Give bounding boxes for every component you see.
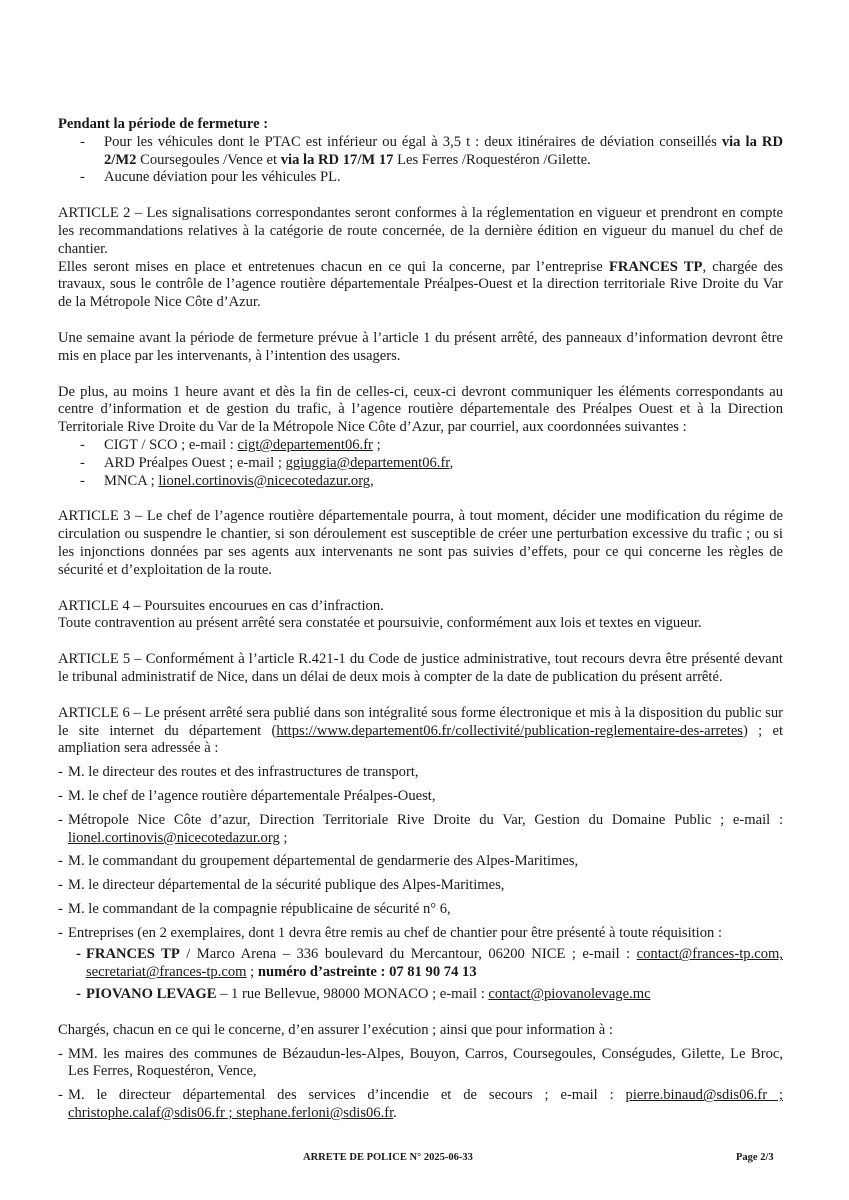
page-number: Page 2/3 xyxy=(736,1152,774,1163)
closure-heading: Pendant la période de fermeture : xyxy=(58,116,269,132)
communication-paragraph: De plus, au moins 1 heure avant et dès la fin de celles-ci, ceux-ci devront communiquer les éléments correspondants au centre d’information et de gestion du trafic, à l’agence routière départementale des Préalpes Ouest et à la Direction Territoriale Rive Droite du Var de la Métropole Nice Côte d’Azur, par courriel, aux coordonnées suivantes : xyxy=(58,383,783,436)
info-panels-paragraph: Une semaine avant la période de fermeture prévue à l’article 1 du présent arrêté, des panneaux d’information devront être mis en place par les intervenants, à l’intention des usagers. xyxy=(58,329,783,364)
article-2-paragraph-1: ARTICLE 2 – Les signalisations correspondantes seront conformes à la réglementation en vigueur et prendront en compte les recommandations relatives à la catégorie de route concernée, de la dernière édition en vigueur du manuel du chef de chantier. xyxy=(58,205,783,257)
recipient-item-metropole: - Métropole Nice Côte d’azur, Direction Territoriale Rive Droite du Var, Gestion du Domaine Public ; e-mail : lionel.cortinovis@nicecotedazur.org ; xyxy=(58,812,783,848)
email-link[interactable]: cigt@departement06.fr xyxy=(237,436,373,453)
execution-item-mayors: - MM. les maires des communes de Bézaudun-les-Alpes, Bouyon, Carros, Coursegoules, Conségudes, Gilette, Le Broc, Les Ferres, Roquestéron, Vence, xyxy=(58,1046,783,1082)
recipient-item: - M. le commandant du groupement départemental de gendarmerie des Alpes-Maritimes, xyxy=(58,853,783,871)
recipient-item: - M. le chef de l’agence routière départementale Préalpes-Ouest, xyxy=(58,788,783,806)
email-link[interactable]: contact@piovanolevage.mc xyxy=(488,986,651,1003)
decree-reference: ARRETE DE POLICE N° 2025-06-33 xyxy=(303,1152,473,1163)
document-body xyxy=(58,116,783,1123)
contact-item-cigt: - CIGT / SCO ; e-mail : cigt@departement06.fr ; xyxy=(80,437,783,455)
article-3-paragraph: ARTICLE 3 – Le chef de l’agence routière départementale pourra, à tout moment, décider une modification du régime de circulation ou suspendre le chantier, si son déroulement est susceptible de créer une perturbation excessive du trafic ; ou si les injonctions données par ses agents aux intervenants ne sont pas suivies d’effets, pour ce qui concerne les règles de sécurité et d’exploitation de la route. xyxy=(58,508,783,578)
contact-item-mnca: - MNCA ; lionel.cortinovis@nicecotedazur.org, xyxy=(80,473,783,491)
execution-intro: Chargés, chacun en ce qui le concerne, d’en assurer l’exécution ; ainsi que pour information à : xyxy=(58,1021,613,1038)
company-item-frances-tp: - FRANCES TP / Marco Arena – 336 boulevard du Mercantour, 06200 NICE ; e-mail : contact@frances-tp.com, secretariat@frances-tp.com ; numéro d’astreinte : 07 81 90 74 13 xyxy=(68,946,783,982)
email-link[interactable]: ggiuggia@departement06.fr xyxy=(285,454,450,471)
article-6-intro: ARTICLE 6 – Le présent arrêté sera publié dans son intégralité sous forme électronique et mis à la disposition du public sur le site internet du département (https://www.departement06.fr/collectivité/publication-reglementaire-des-arretes) ; et ampliation sera adressée à : xyxy=(58,704,783,757)
recipient-item-companies: - Entreprises (en 2 exemplaires, dont 1 devra être remis au chef de chantier pour être présenté à toute réquisition : - FRANCES TP / Marco Arena – 336 boulevard du Mercantour, 06200 NICE ; e-mail : contact@frances-tp.com, secretariat@frances-tp.com ; numéro d’astreinte : 07 81 90 74 13 - PIOVANO LEVAGE – 1 rue Bellevue, 98000 MONACO ; e-mail : contact@piovanolevage.mc xyxy=(58,925,783,1004)
company-item-piovano: - PIOVANO LEVAGE – 1 rue Bellevue, 98000 MONACO ; e-mail : contact@piovanolevage.mc xyxy=(68,986,783,1004)
email-link[interactable]: contact@frances-tp.com, secretariat@frances-tp.com xyxy=(86,946,783,981)
recipient-item: - M. le directeur départemental de la sécurité publique des Alpes-Maritimes, xyxy=(58,877,783,895)
execution-item-sdis: - M. le directeur départemental des services d’incendie et de secours ; e-mail : pierre.binaud@sdis06.fr ; christophe.calaf@sdis06.fr ; stephane.ferloni@sdis06.fr. xyxy=(58,1087,783,1123)
contact-item-ard: - ARD Préalpes Ouest ; e-mail ; ggiuggia@departement06.fr, xyxy=(80,455,783,473)
company-list xyxy=(68,946,783,1003)
recipient-list xyxy=(58,764,783,1004)
recipient-item: - M. le directeur des routes et des infrastructures de transport, xyxy=(58,764,783,782)
recipient-item: - M. le commandant de la compagnie républicaine de sécurité n° 6, xyxy=(58,901,783,919)
publication-link[interactable]: https://www.departement06.fr/collectivité/publication-reglementaire-des-arretes xyxy=(276,722,743,739)
closure-item-heavy-vehicles: - Aucune déviation pour les véhicules PL. xyxy=(80,169,783,187)
article-4-title: ARTICLE 4 – Poursuites encourues en cas d’infraction. xyxy=(58,597,384,614)
contact-list xyxy=(58,437,783,490)
article-5-paragraph: ARTICLE 5 – Conformément à l’article R.421-1 du Code de justice administrative, tout recours devra être présenté devant le tribunal administratif de Nice, dans un délai de deux mois à compter de la date de publication du présent arrêté. xyxy=(58,651,783,685)
article-2-paragraph-2: Elles seront mises en place et entretenues chacun en ce qui la concerne, par l’entreprise FRANCES TP, chargée des travaux, sous le contrôle de l’agence routière départementale Préalpes-Ouest et la direction territoriale Rive Droite du Var de la Métropole Nice Côte d’Azur. xyxy=(58,258,783,311)
email-link[interactable]: pierre.binaud@sdis06.fr ; christophe.calaf@sdis06.fr ; stephane.ferloni@sdis06.fr xyxy=(68,1087,783,1122)
closure-list xyxy=(58,134,783,187)
execution-list xyxy=(58,1046,783,1123)
article-4-text: Toute contravention au présent arrêté sera constatée et poursuivie, conformément aux lois et textes en vigueur. xyxy=(58,615,702,632)
email-link[interactable]: lionel.cortinovis@nicecotedazur.org xyxy=(68,829,280,846)
email-link[interactable]: lionel.cortinovis@nicecotedazur.org xyxy=(158,472,371,489)
closure-item-light-vehicles: - Pour les véhicules dont le PTAC est inférieur ou égal à 3,5 t : deux itinéraires de déviation conseillés via la RD 2/M2 Coursegoules /Vence et via la RD 17/M 17 Les Ferres /Roquestéron /Gilette. xyxy=(80,134,783,170)
